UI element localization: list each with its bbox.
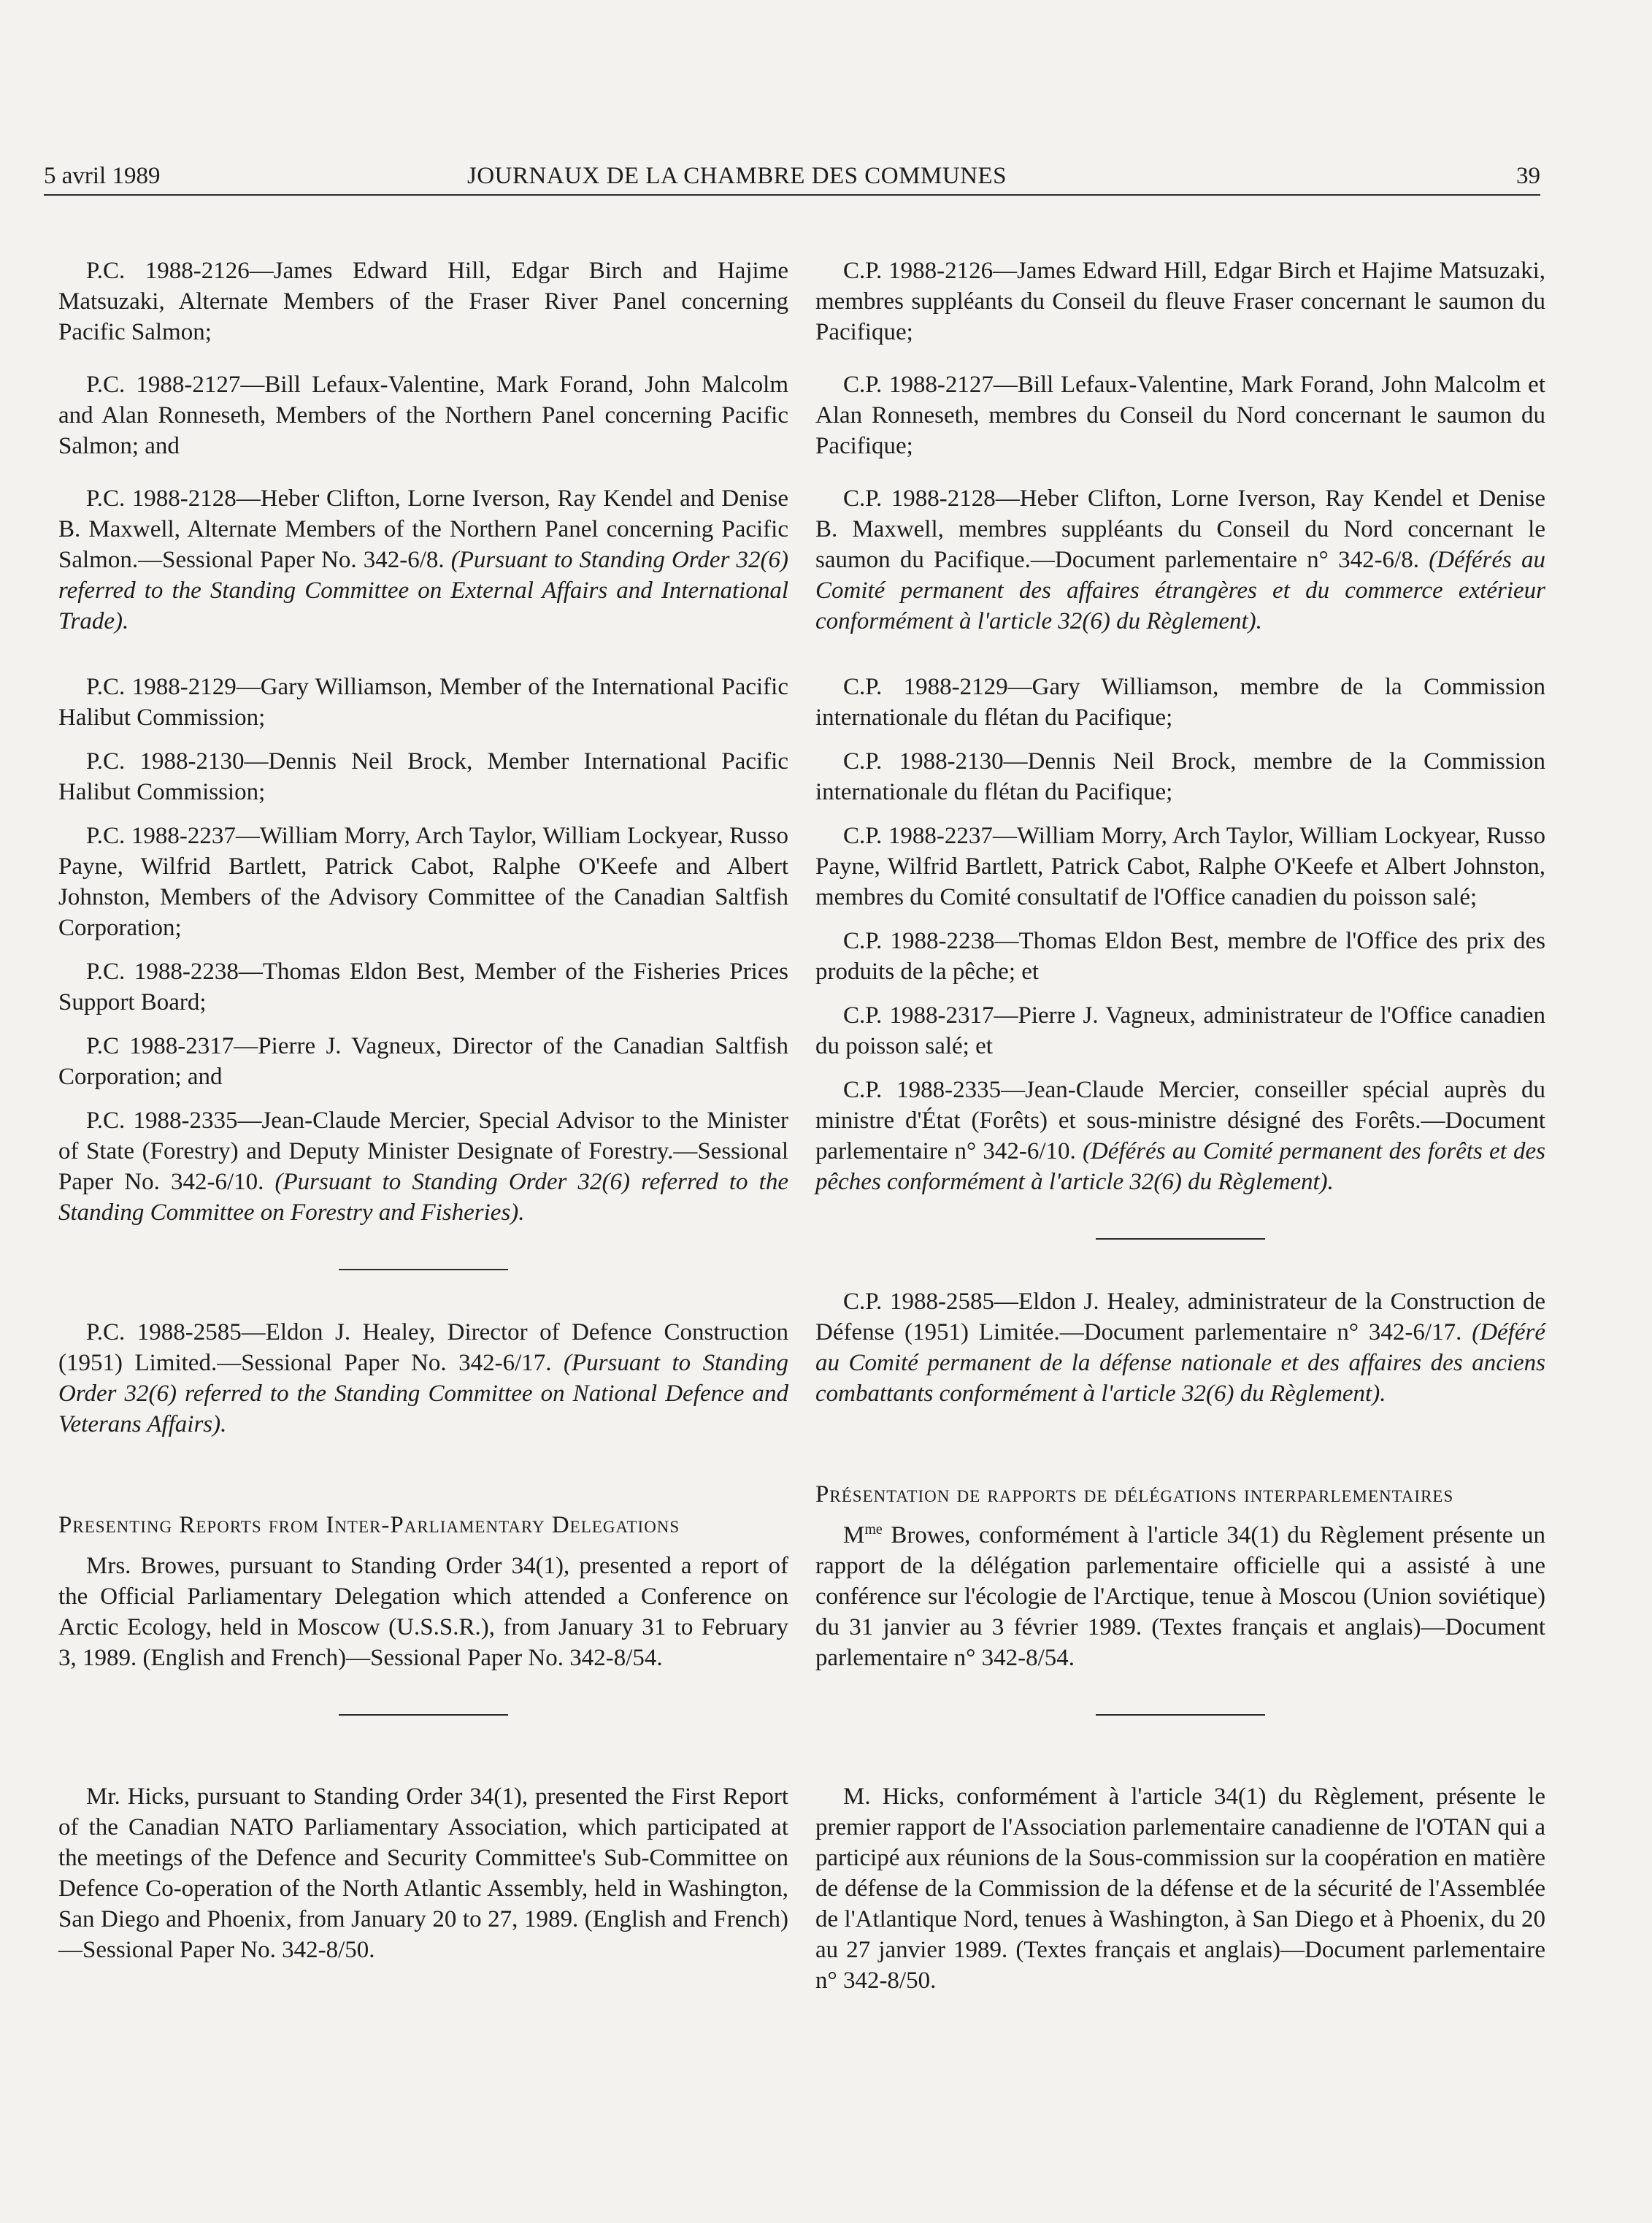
fr-order-2128-text: C.P. 1988-2128—Heber Clifton, Lorne Iverson, Ray Kendel et Denise B. Maxwell, membres suppléants du Conseil du Nord concernant le saumon du Pacifique.—Document parlementaire n° 342-6/8. <box>815 485 1545 573</box>
fr-order-2128 <box>815 483 1545 637</box>
en-order-2130: P.C. 1988-2130—Dennis Neil Brock, Member International Pacific Halibut Commission; <box>58 748 788 805</box>
en-order-2127: P.C. 1988-2127—Bill Lefaux-Valentine, Mark Forand, John Malcolm and Alan Ronneseth, Members of the Northern Panel concerning Pacific Salmon; and <box>58 372 788 459</box>
fr-order-2585 <box>815 1286 1545 1409</box>
page-number: 39 <box>1516 163 1540 189</box>
header-date: 5 avril 1989 <box>44 163 161 189</box>
en-order-2335-referral: (Pursuant to Standing Order 32(6) referred to the Standing Committee on Forestry and Fisheries). <box>58 1169 788 1226</box>
en-order-2238: P.C. 1988-2238—Thomas Eldon Best, Member of the Fisheries Prices Support Board; <box>58 959 788 1015</box>
fr-order-2237: C.P. 1988-2237—William Morry, Arch Taylor, William Lockyear, Russo Payne, Wilfrid Bartlett, Patrick Cabot, Ralphe O'Keefe et Albert Johnston, membres du Comité consultatif de l'Office canadien du poisson salé; <box>815 823 1545 910</box>
fr-browes-text: Browes, conformément à l'article 34(1) du Règlement présente un rapport de la délégation parlementaire officielle qui a assisté à une conférence sur l'écologie de l'Arctique, tenue à Moscou (Union soviétique) du 31 janvier au 3 février 1989. (Textes français et anglais)—Document parlementaire n° 342-8/54. <box>815 1522 1545 1671</box>
fr-order-2238: C.P. 1988-2238—Thomas Eldon Best, membre de l'Office des prix des produits de la pêche; et <box>815 928 1545 985</box>
fr-order-2317: C.P. 1988-2317—Pierre J. Vagneux, administrateur de l'Office canadien du poisson salé; et <box>815 1002 1545 1059</box>
en-browes-report: Mrs. Browes, pursuant to Standing Order 34(1), presented a report of the Official Parliamentary Delegation which attended a Conference on Arctic Ecology, held in Moscow (U.S.S.R.), from January 31 to February 3, 1989. (English and French)—Sessional Paper No. 342-8/54. <box>58 1553 788 1671</box>
en-order-2335-text: P.C. 1988-2335—Jean-Claude Mercier, Special Advisor to the Minister of State (Forestry) and Deputy Minister Designate of Forestry.—Sessional Paper No. 342-6/10. <box>58 1107 788 1195</box>
en-order-2585 <box>58 1317 788 1440</box>
fr-order-2585-text: C.P. 1988-2585—Eldon J. Healey, administrateur de la Construction de Défense (1951) Limitée.—Document parlementaire n° 342-6/17. <box>815 1289 1545 1345</box>
fr-order-2129: C.P. 1988-2129—Gary Williamson, membre de la Commission internationale du flétan du Pacifique; <box>815 674 1545 731</box>
fr-section-heading: Présentation de rapports de délégations interparlementaires <box>815 1481 1454 1508</box>
en-order-2317: P.C 1988-2317—Pierre J. Vagneux, Director of the Canadian Saltfish Corporation; and <box>58 1033 788 1090</box>
en-order-2585-referral: (Pursuant to Standing Order 32(6) referred to the Standing Committee on National Defence and Veterans Affairs). <box>58 1350 788 1437</box>
fr-order-2130: C.P. 1988-2130—Dennis Neil Brock, membre de la Commission internationale du flétan du Pacifique; <box>815 748 1545 805</box>
fr-order-2128-referral: (Déférés au Comité permanent des affaires étrangères et du commerce extérieur conformément à l'article 32(6) du Règlement). <box>815 547 1546 634</box>
en-order-2335 <box>58 1105 788 1228</box>
fr-order-2335 <box>815 1075 1545 1197</box>
fr-hicks-report: M. Hicks, conformément à l'article 34(1) du Règlement, présente le premier rapport de l'Association parlementaire canadienne de l'OTAN qui a participé aux réunions de la Sous-commission sur la coopération en matière de défense de la Commission de la défense et de la sécurité de l'Assemblée de l'Atlantique Nord, tenues à Washington, à San Diego et à Phoenix, du 20 au 27 janvier 1989. (Textes français et anglais)—Document parlementaire n° 342-8/50. <box>815 1784 1545 1994</box>
header-title: JOURNAUX DE LA CHAMBRE DES COMMUNES <box>467 163 1007 189</box>
french-column <box>815 256 1545 1996</box>
fr-order-2335-text: C.P. 1988-2335—Jean-Claude Mercier, conseiller spécial auprès du ministre d'État (Forêts) et sous-ministre désigné des Forêts.—Document parlementaire n° 342-6/10. <box>815 1077 1545 1164</box>
fr-order-2126: C.P. 1988-2126—James Edward Hill, Edgar Birch et Hajime Matsuzaki, membres suppléants du Conseil du fleuve Fraser concernant le saumon du Pacifique; <box>815 258 1545 345</box>
fr-order-2585-referral: (Déféré au Comité permanent de la défense nationale et des affaires des anciens combattants conformément à l'article 32(6) du Règlement). <box>815 1319 1545 1407</box>
en-order-2237: P.C. 1988-2237—William Morry, Arch Taylor, William Lockyear, Russo Payne, Wilfrid Bartlett, Patrick Cabot, Ralphe O'Keefe and Albert Johnston, Members of the Advisory Committee of the Canadian Saltfish Corporation; <box>58 823 788 941</box>
en-section-heading: Presenting Reports from Inter-Parliamentary Delegations <box>58 1512 680 1538</box>
en-order-2128-text: P.C. 1988-2128—Heber Clifton, Lorne Iverson, Ray Kendel and Denise B. Maxwell, Alternate Members of the Northern Panel concerning Pacific Salmon.—Sessional Paper No. 342-6/8. <box>58 485 788 573</box>
en-order-2585-text: P.C. 1988-2585—Eldon J. Healey, Director of Defence Construction (1951) Limited.—Sessional Paper No. 342-6/17. <box>58 1319 788 1376</box>
en-order-2128 <box>58 483 788 637</box>
english-column <box>58 256 788 1965</box>
en-order-2129: P.C. 1988-2129—Gary Williamson, Member of the International Pacific Halibut Commission; <box>58 674 788 731</box>
fr-browes-title-sup: me <box>864 1521 883 1537</box>
en-order-2126: P.C. 1988-2126—James Edward Hill, Edgar Birch and Hajime Matsuzaki, Alternate Members of the Fraser River Panel concerning Pacific Salmon; <box>58 258 788 345</box>
en-hicks-report: Mr. Hicks, pursuant to Standing Order 34(1), presented the First Report of the Canadian NATO Parliamentary Association, which participated at the meetings of the Defence and Security Committee's Sub-Committee on Defence Co-operation of the North Atlantic Assembly, held in Washington, San Diego and Phoenix, from January 20 to 27, 1989. (English and French)—Sessional Paper No. 342-8/50. <box>58 1784 788 1963</box>
fr-order-2335-referral: (Déférés au Comité permanent des forêts et des pêches conformément à l'article 32(6) du Règlement). <box>815 1138 1545 1195</box>
fr-order-2127: C.P. 1988-2127—Bill Lefaux-Valentine, Mark Forand, John Malcolm et Alan Ronneseth, membres du Conseil du Nord concernant le saumon du Pacifique; <box>815 372 1545 459</box>
page-header <box>44 150 1540 196</box>
fr-browes-report <box>815 1520 1545 1673</box>
en-order-2128-referral: (Pursuant to Standing Order 32(6) referred to the Standing Committee on External Affairs and International Trade). <box>58 547 788 634</box>
fr-browes-title: M <box>843 1522 865 1548</box>
